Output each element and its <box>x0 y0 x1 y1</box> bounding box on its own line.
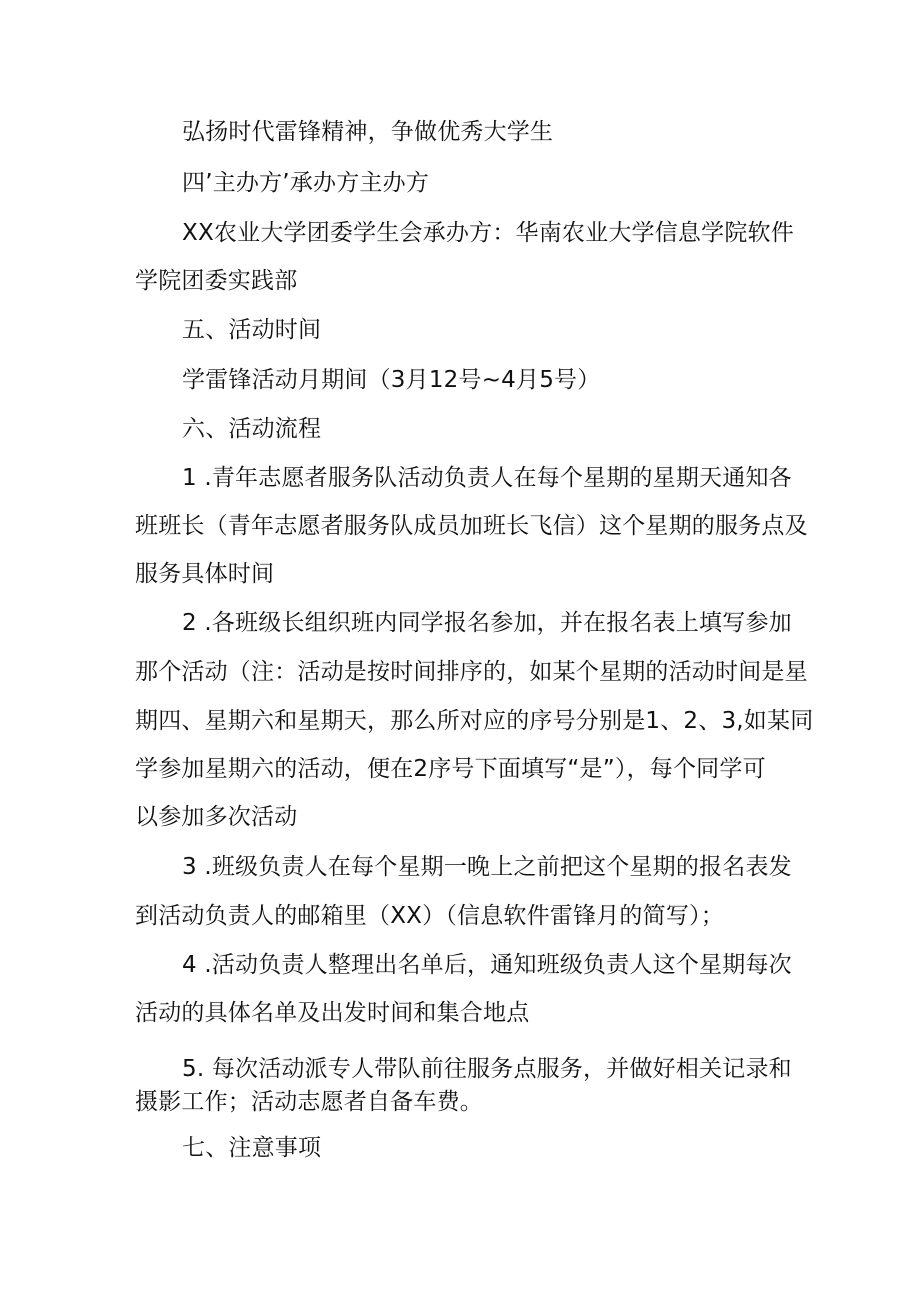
organizer-line-2: 学院团委实践部 <box>135 268 298 294</box>
process-item-2-line-4: 学参加星期六的活动，便在2序号下面填写“是”），每个同学可 <box>135 756 766 782</box>
process-item-2-line-5: 以参加多次活动 <box>135 804 298 830</box>
process-item-5-line-2: 摄影工作；活动志愿者自备车费。 <box>135 1089 483 1115</box>
process-item-1-line-1: 1 .青年志愿者服务队活动负责人在每个星期的星期天通知各 <box>182 465 792 491</box>
process-item-1-line-2: 班班长（青年志愿者服务队成员加班长飞信）这个星期的服务点及 <box>135 513 808 539</box>
process-item-5-line-1: 5. 每次活动派专人带队前往服务点服务，并做好相关记录和 <box>182 1056 792 1082</box>
organizer-line-1: XX农业大学团委学生会承办方：华南农业大学信息学院软件 <box>182 220 794 246</box>
process-item-4-line-1: 4 .活动负责人整理出名单后，通知班级负责人这个星期每次 <box>182 952 792 978</box>
process-item-2-line-1: 2 .各班级长组织班内同学报名参加，并在报名表上填写参加 <box>182 610 792 636</box>
section-six-heading: 六、活动流程 <box>182 416 322 442</box>
section-four-heading: 四’主办方’承办方主办方 <box>182 170 430 196</box>
section-five-heading: 五、活动时间 <box>182 317 322 343</box>
process-item-3-line-1: 3 .班级负责人在每个星期一晚上之前把这个星期的报名表发 <box>182 854 792 880</box>
process-item-4-line-2: 活动的具体名单及出发时间和集合地点 <box>135 1000 530 1026</box>
section-seven-heading: 七、注意事项 <box>182 1135 322 1161</box>
process-item-3-line-2: 到活动负责人的邮箱里（XX）（信息软件雷锋月的简写）； <box>135 903 724 929</box>
activity-time-line: 学雷锋活动月期间（3月12号~4月5号） <box>182 367 601 393</box>
process-item-2-line-2: 那个活动（注：活动是按时间排序的，如某个星期的活动时间是星 <box>135 659 808 685</box>
process-item-1-line-3: 服务具体时间 <box>135 561 275 587</box>
process-item-2-line-3: 期四、星期六和星期天，那么所对应的序号分别是1、2、3,如某同 <box>135 708 814 734</box>
slogan-line: 弘扬时代雷锋精神，争做优秀大学生 <box>182 119 554 145</box>
